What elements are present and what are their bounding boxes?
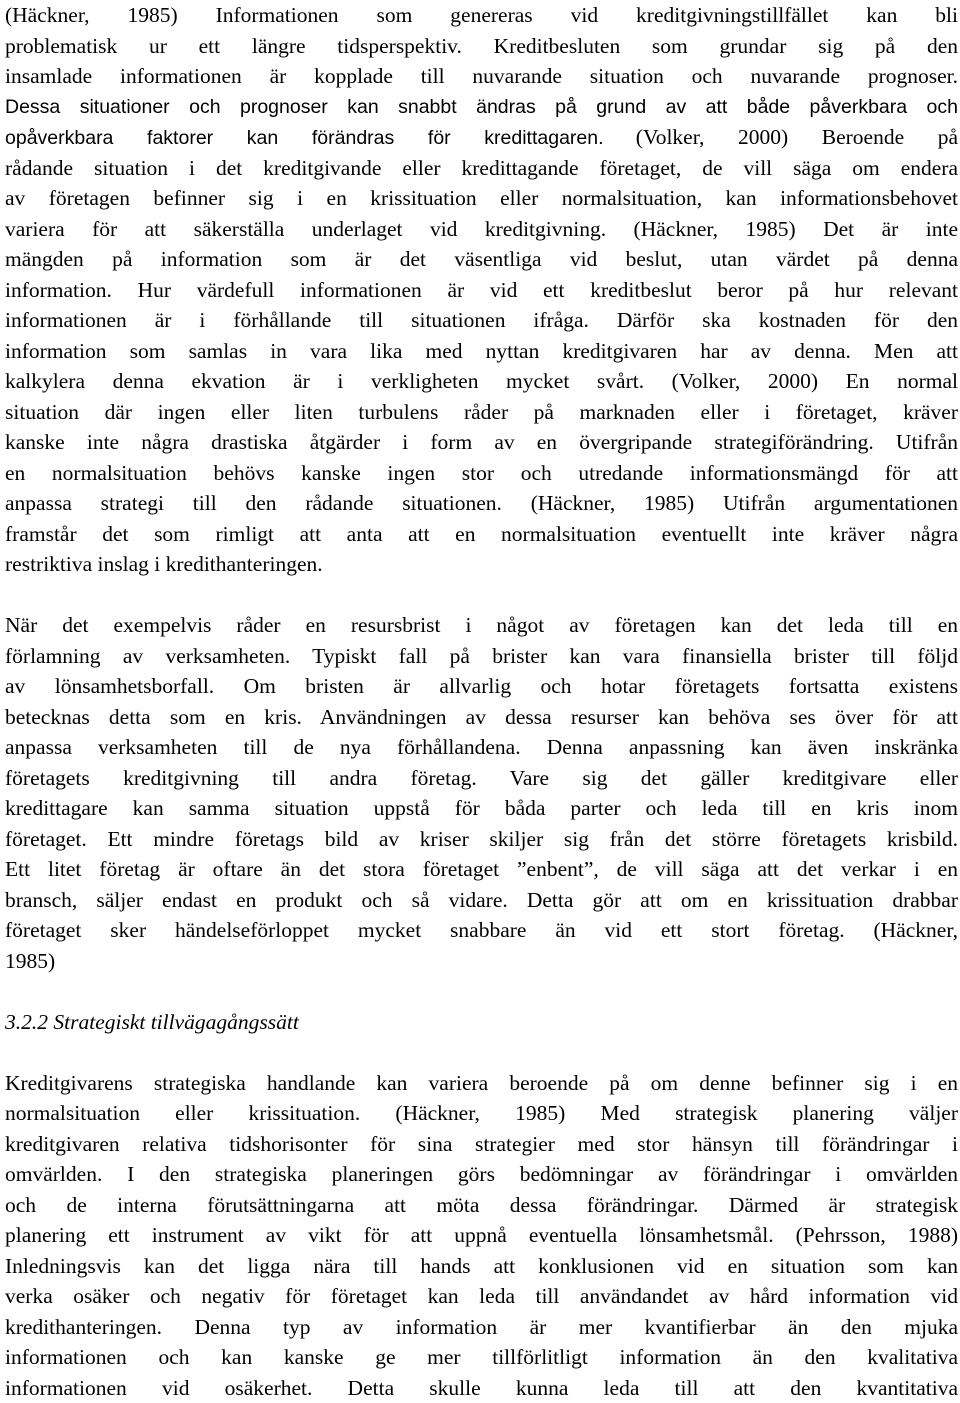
section-heading: 3.2.2 Strategiskt tillvägagångssätt [5,1007,958,1038]
paragraph-strategy [5,1068,958,1403]
text-line: Dessa situationer och prognoser kan snabbt ändras på grund av att både påverkbara och [5,92,958,123]
text-line: kredithanteringen. Denna typ av information är mer kvantifierbar än den mjuka [5,1312,958,1343]
text-line [5,122,958,153]
text-line: variera för att säkerställa underlaget vid kreditgivning. (Häckner, 1985) Det är inte [5,214,958,245]
text-line: insamlade informationen är kopplade till nuvarande situation och nuvarande prognoser. [5,61,958,92]
text-line: Kreditgivarens strategiska handlande kan variera beroende på om denne befinner sig i en [5,1068,958,1099]
text-line: anpassa strategi till den rådande situationen. (Häckner, 1985) Utifrån argumentationen [5,488,958,519]
paragraph-spacer [5,580,958,611]
text-line: bransch, säljer endast en produkt och så vidare. Detta gör att om en krissituation drabbar [5,885,958,916]
text-line: restriktiva inslag i kredithanteringen. [5,549,958,580]
text-line: av lönsamhetsborfall. Om bristen är allvarlig och hotar företagets fortsatta existens [5,671,958,702]
text-line: information som samlas in vara lika med nyttan kreditgivaren har av denna. Men att [5,336,958,367]
paragraph-credit-information [5,0,958,580]
text-line: kanske inte några drastiska åtgärder i form av en övergripande strategiförändring. Utifrån [5,427,958,458]
text-line: omvärlden. I den strategiska planeringen görs bedömningar av förändringar i omvärlden [5,1159,958,1190]
text-line: (Häckner, 1985) Informationen som genereras vid kreditgivningstillfället kan bli [5,0,958,31]
text-line: kredittagare kan samma situation uppstå för båda parter och leda till en kris inom [5,793,958,824]
text-line: situation där ingen eller liten turbulens råder på marknaden eller i företaget, kräver [5,397,958,428]
text-line: mängden på information som är det väsentliga vid beslut, utan värdet på denna [5,244,958,275]
text-line: informationen är i förhållande till situationen ifråga. Därför ska kostnaden för den [5,305,958,336]
text-line: en normalsituation behövs kanske ingen stor och utredande informationsmängd för att [5,458,958,489]
text-line: planering ett instrument av vikt för att uppnå eventuella lönsamhetsmål. (Pehrsson, 1988) [5,1220,958,1251]
text-segment: opåverkbara faktorer kan förändras för kredittagaren. [5,127,604,149]
text-line: 1985) [5,946,958,977]
paragraph-spacer [5,976,958,1007]
text-line: förlamning av verksamheten. Typiskt fall på brister kan vara finansiella brister till följd [5,641,958,672]
text-line: företaget. Ett mindre företags bild av kriser skiljer sig från det större företagets krisbild. [5,824,958,855]
text-line: rådande situation i det kreditgivande eller kredittagande företaget, de vill säga om endera [5,153,958,184]
paragraph-crisis [5,610,958,976]
text-line: normalsituation eller krissituation. (Häckner, 1985) Med strategisk planering väljer [5,1098,958,1129]
text-line: informationen och kan kanske ge mer tillförlitligt information än den kvalitativa [5,1342,958,1373]
text-line: verka osäker och negativ för företaget kan leda till användandet av hård information vid [5,1281,958,1312]
text-line: Ett litet företag är oftare än det stora företaget ”enbent”, de vill säga att det verkar i en [5,854,958,885]
text-line: kreditgivaren relativa tidshorisonter för sina strategier med stor hänsyn till förändringar i [5,1129,958,1160]
text-line: information. Hur värdefull informationen är vid ett kreditbeslut beror på hur relevant [5,275,958,306]
text-line: företaget sker händelseförloppet mycket snabbare än vid ett stort företag. (Häckner, [5,915,958,946]
text-line: betecknas detta som en kris. Användningen av dessa resurser kan behöva ses över för att [5,702,958,733]
text-line: informationen vid osäkerhet. Detta skulle kunna leda till att den kvantitativa [5,1373,958,1403]
text-line: av företagen befinner sig i en krissituation eller normalsituation, kan informationsbehovet [5,183,958,214]
text-line: problematisk ur ett längre tidsperspektiv. Kreditbesluten som grundar sig på den [5,31,958,62]
text-segment: (Volker, 2000) Beroende på [636,125,958,149]
text-line: företagets kreditgivning till andra företag. Vare sig det gäller kreditgivare eller [5,763,958,794]
text-line: anpassa verksamheten till de nya förhållandena. Denna anpassning kan även inskränka [5,732,958,763]
text-line: Inledningsvis kan det ligga nära till hands att konklusionen vid en situation som kan [5,1251,958,1282]
text-line: kalkylera denna ekvation är i verkligheten mycket svårt. (Volker, 2000) En normal [5,366,958,397]
text-line: När det exempelvis råder en resursbrist i något av företagen kan det leda till en [5,610,958,641]
paragraph-spacer [5,1037,958,1068]
text-line: och de interna förutsättningarna att möta dessa förändringar. Därmed är strategisk [5,1190,958,1221]
text-line: framstår det som rimligt att anta att en normalsituation eventuellt inte kräver några [5,519,958,550]
document-page [5,0,958,1403]
